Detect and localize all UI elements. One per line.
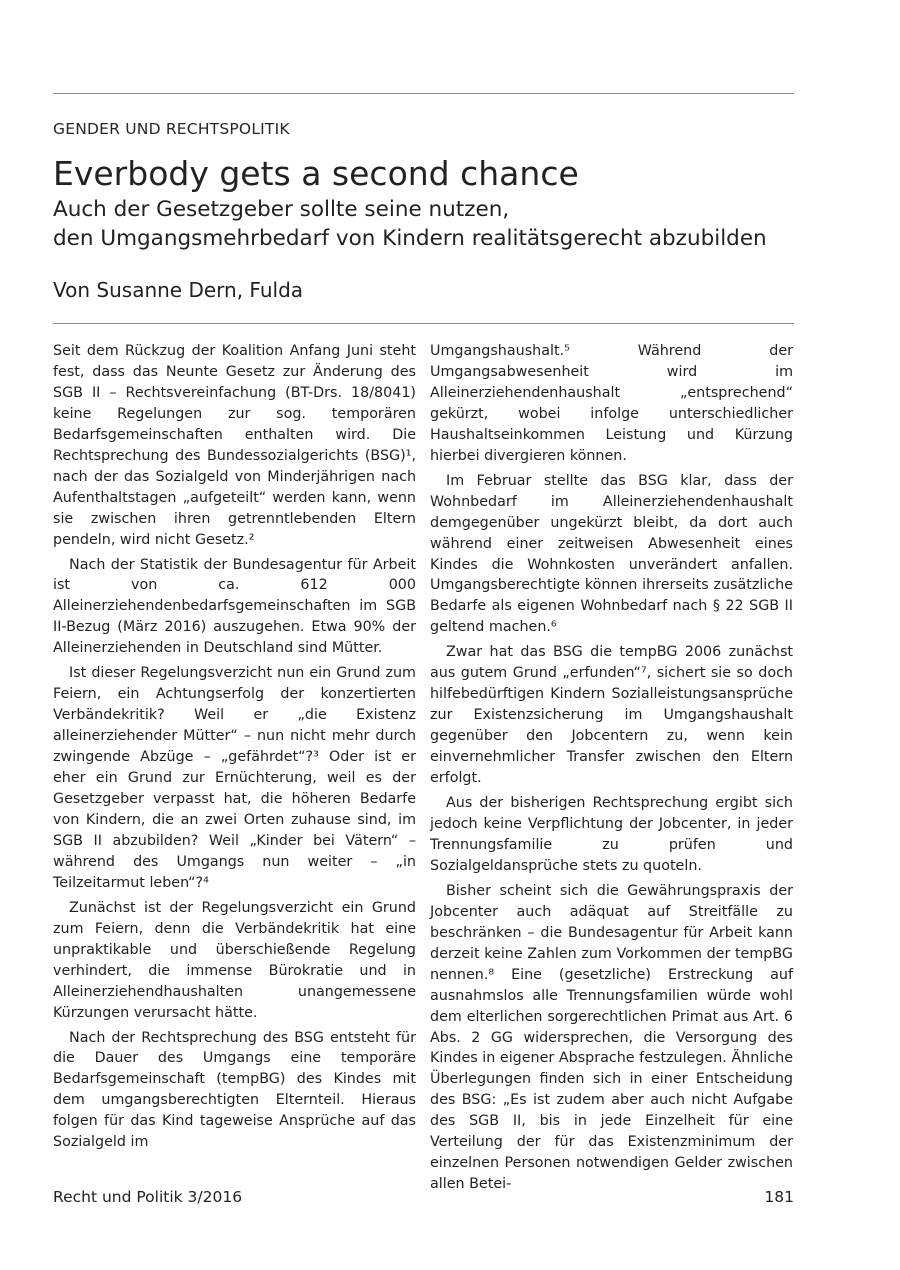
text-column-right bbox=[430, 341, 793, 1195]
author-byline: Von Susanne Dern, Fulda bbox=[53, 278, 304, 302]
text-column-left bbox=[53, 341, 416, 1153]
paragraph: Umgangshaushalt.⁵ Während der Umgangsabwesenheit wird im Alleinerziehendenhaushalt „entsprechend“ gekürzt, wobei infolge unterschiedlicher Haushaltseinkommen Leistung und Kürzung hierbei divergieren können. bbox=[430, 343, 793, 464]
page-number: 181 bbox=[764, 1188, 794, 1206]
article-title: Everbody gets a second chance bbox=[53, 154, 579, 193]
article-subtitle bbox=[53, 195, 813, 253]
paragraph: Ist dieser Regelungsverzicht nun ein Grund zum Feiern, ein Achtungserfolg der konzertierten Verbändekritik? Weil er „die Existenz alleinerziehender Mütter“ – nun nicht mehr durch zwingende Abzüge – „gefährdet“?³ Oder ist er eher ein Grund zur Ernüchterung, weil es der Gesetzgeber verpasst hat, die höheren Bedarfe von Kindern, die an zwei Orten zuhause sind, im SGB II abzubilden? Weil „Kinder bei Vätern“ – während des Umgangs nun weiter – „in Teilzeitarmut leben“?⁴ bbox=[53, 665, 416, 891]
paragraph: Nach der Rechtsprechung des BSG entsteht für die Dauer des Umgangs eine temporäre Bedarfsgemeinschaft (tempBG) des Kindes mit dem umgangsberechtigten Elternteil. Hieraus folgen für das Kind tageweise Ansprüche auf das Sozialgeld im bbox=[53, 1029, 416, 1151]
paragraph: Im Februar stellte das BSG klar, dass der Wohnbedarf im Alleinerziehendenhaushalt demgegenüber ungekürzt bleibt, da dort auch während einer zeitweisen Abwesenheit eines Kindes die Wohnkosten unverändert anfallen. Umgangsberechtigte können ihrerseits zusätzliche Bedarfe als eigenen Wohnbedarf nach § 22 SGB II geltend machen.⁶ bbox=[430, 472, 793, 636]
subtitle-line: den Umgangsmehrbedarf von Kindern realitätsgerecht abzubilden bbox=[53, 226, 767, 251]
paragraph: Zunächst ist der Regelungsverzicht ein Grund zum Feiern, denn die Verbändekritik hat eine unpraktikable und überschießende Regelung verhindert, die immense Bürokratie und in Alleinerziehendhaushalten unangemessene Kürzungen verursacht hätte. bbox=[53, 899, 416, 1021]
paragraph: Seit dem Rückzug der Koalition Anfang Juni steht fest, dass das Neunte Gesetz zur Änderung des SGB II – Rechtsvereinfachung (BT-Drs. 18/8041) keine Regelungen zur sog. temporären Bedarfsgemeinschaften enthalten wird. Die Rechtsprechung des Bundessozialgerichts (BSG)¹, nach der das Sozialgeld von Minderjährigen nach Aufenthaltstagen „aufgeteilt“ werden kann, wenn sie zwischen ihren getrenntlebenden Eltern pendeln, wird nicht Gesetz.² bbox=[53, 343, 416, 548]
paragraph: Bisher scheint sich die Gewährungspraxis der Jobcenter auch adäquat auf Streitfälle zu beschränken – die Bundesagentur für Arbeit kann derzeit keine Zahlen zum Vorkommen der tempBG nennen.⁸ Eine (gesetzliche) Erstreckung auf ausnahmslos alle Trennungsfamilien würde wohl dem elterlichen sorgerechtlichen Primat aus Art. 6 Abs. 2 GG widersprechen, die Versorgung des Kindes in eigener Absprache festzulegen. Ähnliche Überlegungen finden sich in einer Entscheidung des BSG: „Es ist zudem aber auch nicht Aufgabe des SGB II, bis in jede Einzelheit für eine Verteilung der für das Existenzminimum der einzelnen Personen notwendigen Gelder zwischen allen Betei- bbox=[430, 882, 793, 1193]
paragraph: Zwar hat das BSG die tempBG 2006 zunächst aus gutem Grund „erfunden“⁷, sichert sie so doch hilfebedürftigen Kindern Sozialleistungsansprüche zur Existenzsicherung im Umgangshaushalt gegenüber den Jobcentern zu, wenn kein einvernehmlicher Transfer zwischen den Eltern erfolgt. bbox=[430, 644, 793, 787]
paragraph: Aus der bisherigen Rechtsprechung ergibt sich jedoch keine Verpflichtung der Jobcenter, in jeder Trennungsfamilie zu prüfen und Sozialgeldansprüche stets zu quoteln. bbox=[430, 795, 793, 874]
top-rule bbox=[53, 93, 794, 94]
header-divider bbox=[53, 323, 794, 324]
paragraph: Nach der Statistik der Bundesagentur für Arbeit ist von ca. 612 000 Alleinerziehendenbedarfsgemeinschaften im SGB II-Bezug (März 2016) auszugehen. Etwa 90% der Alleinerziehenden in Deutschland sind Mütter. bbox=[53, 556, 416, 657]
journal-footer: Recht und Politik 3/2016 bbox=[53, 1188, 243, 1206]
subtitle-line: Auch der Gesetzgeber sollte seine nutzen, bbox=[53, 197, 510, 222]
section-heading: GENDER UND RECHTSPOLITIK bbox=[53, 120, 290, 138]
